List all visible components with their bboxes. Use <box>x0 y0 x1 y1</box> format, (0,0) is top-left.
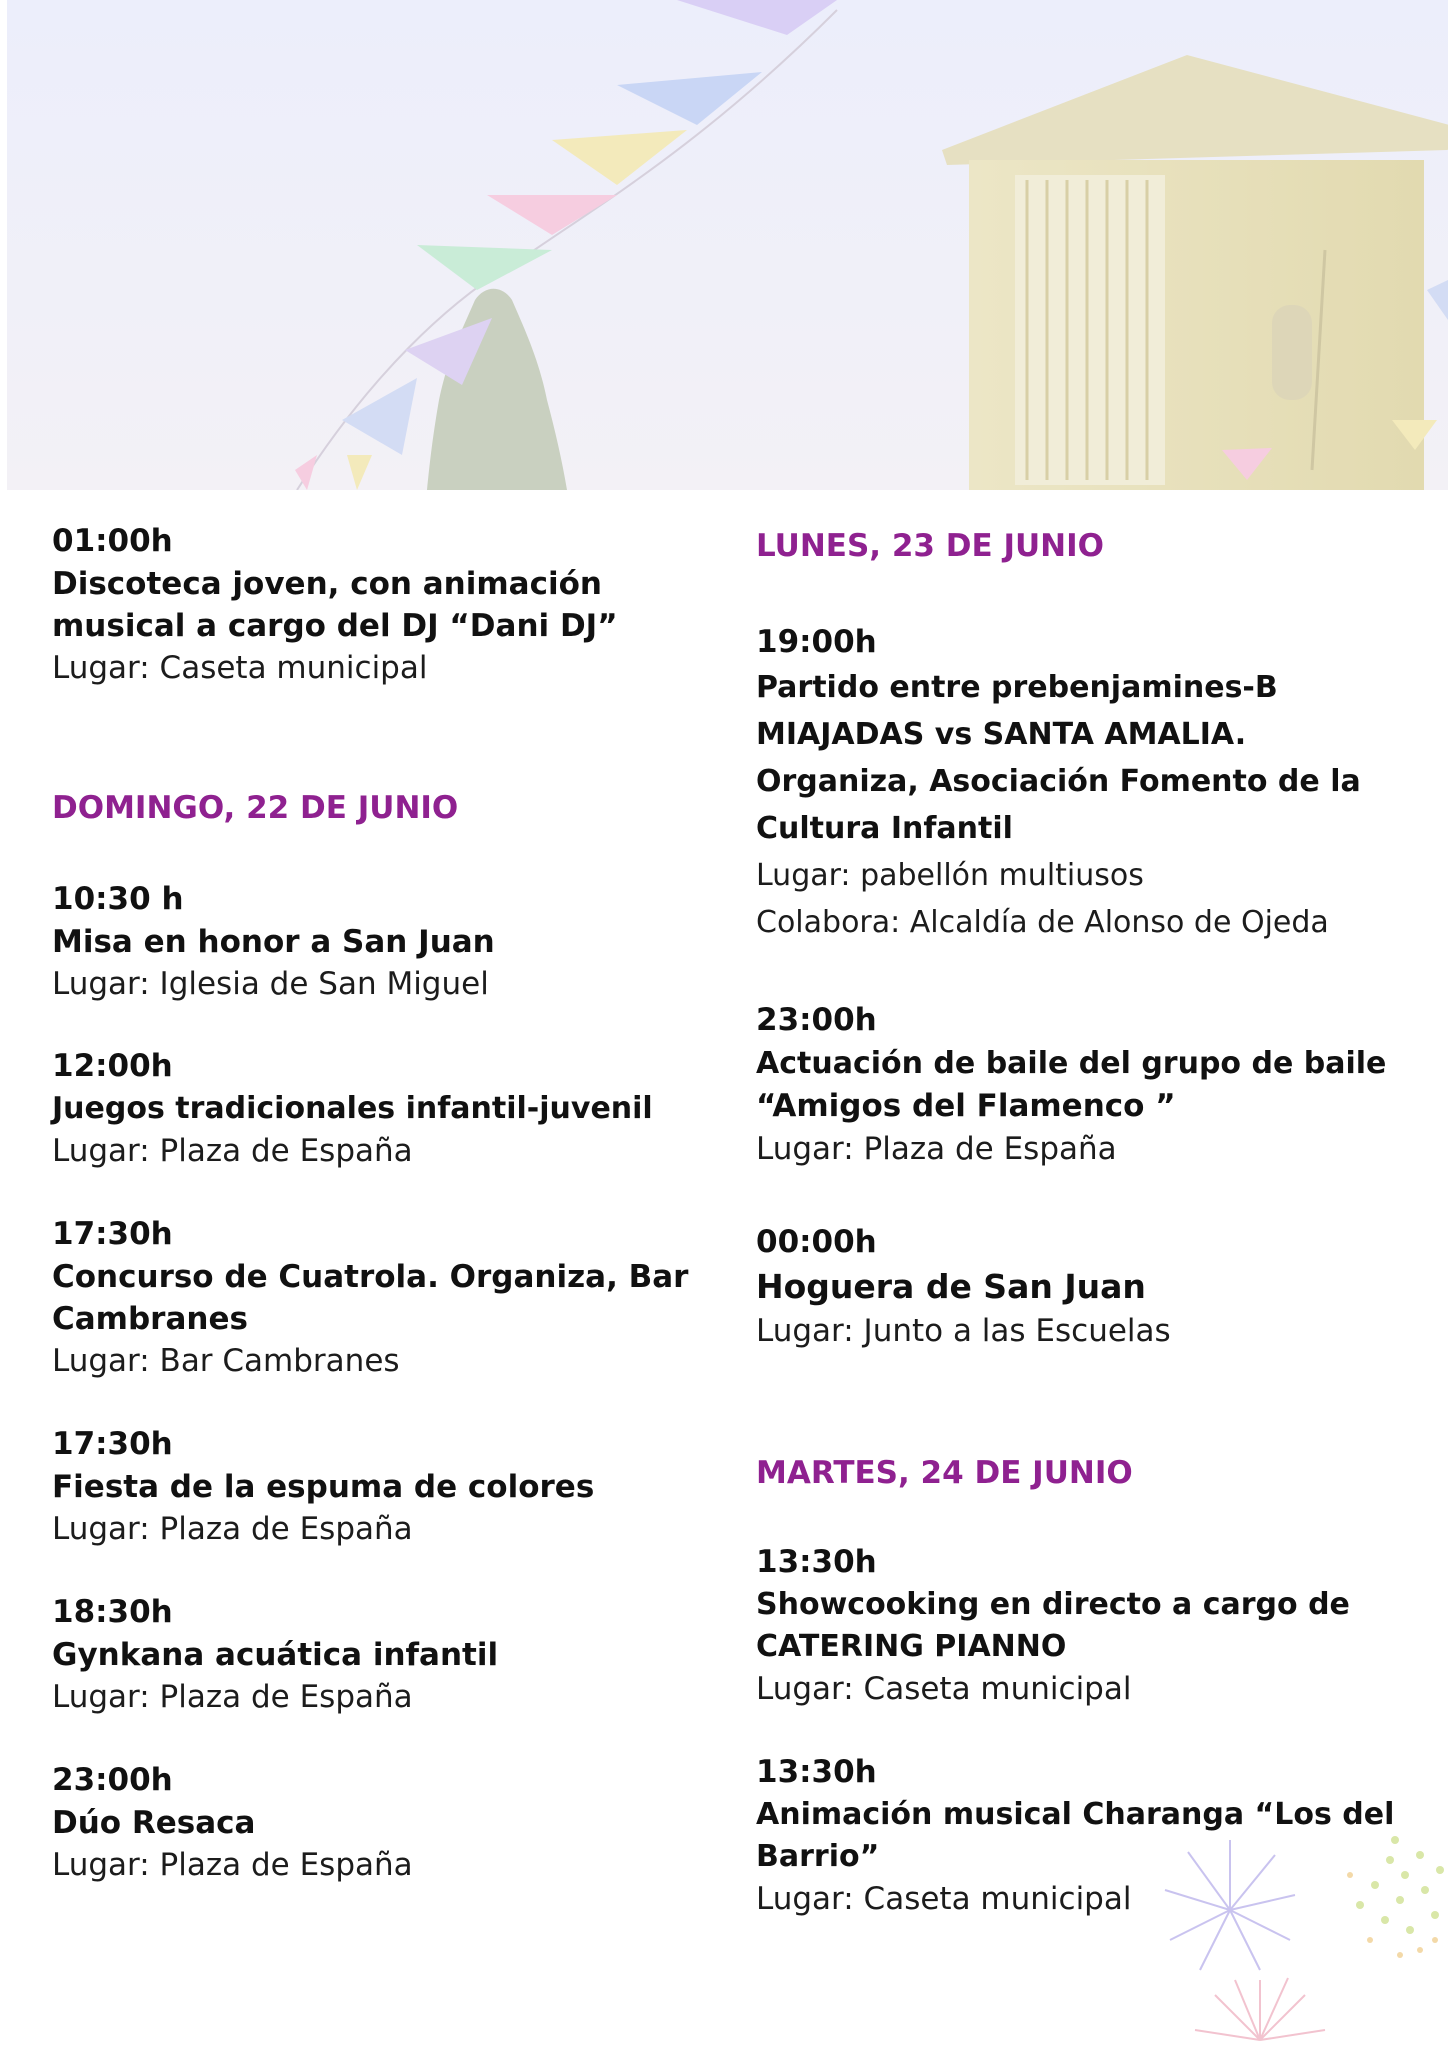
event-place: Lugar: Iglesia de San Miguel <box>52 966 489 1002</box>
event-title: Gynkana acuática infantil <box>52 1637 499 1673</box>
day-heading-tuesday: MARTES, 24 DE JUNIO <box>756 1455 1133 1491</box>
fireworks-decoration <box>1100 1800 1448 2048</box>
event-title: MIAJADAS vs SANTA AMALIA. <box>756 717 1247 752</box>
event-time: 23:00h <box>52 1762 173 1798</box>
event-time: 19:00h <box>756 624 877 660</box>
event-block <box>52 1422 692 1550</box>
hero-photo <box>7 0 1448 490</box>
event-block <box>756 998 1436 1171</box>
event-title: Misa en honor a San Juan <box>52 924 495 960</box>
event-place: Lugar: pabellón multiusos <box>756 858 1144 893</box>
event-time: 10:30 h <box>52 881 184 917</box>
event-title: Barrio” <box>756 1839 880 1874</box>
event-place: Lugar: Junto a las Escuelas <box>756 1313 1171 1349</box>
event-time: 17:30h <box>52 1426 173 1462</box>
event-time: 23:00h <box>756 1002 877 1038</box>
event-place: Lugar: Bar Cambranes <box>52 1343 400 1379</box>
event-title: Fiesta de la espuma de colores <box>52 1469 595 1505</box>
festival-bunting-bell-tower-photo <box>7 0 1448 490</box>
event-title: Actuación de baile del grupo de baile <box>756 1046 1387 1081</box>
fireworks-icon <box>1100 1800 1448 2048</box>
event-time: 18:30h <box>52 1594 173 1630</box>
event-time: 13:30h <box>756 1754 877 1790</box>
event-block <box>52 1590 692 1718</box>
event-block <box>52 877 692 1005</box>
event-title: Hoguera de San Juan <box>756 1267 1146 1306</box>
event-collaborator: Colabora: Alcaldía de Alonso de Ojeda <box>756 905 1329 940</box>
event-place: Lugar: Caseta municipal <box>756 1671 1132 1707</box>
event-time: 01:00h <box>52 523 173 559</box>
event-title: Animación musical Charanga “Los del <box>756 1797 1395 1832</box>
event-time: 00:00h <box>756 1224 877 1260</box>
event-block <box>52 1758 692 1886</box>
event-title: Organiza, Asociación Fomento de la <box>756 764 1361 799</box>
event-block <box>52 519 692 689</box>
event-title: Discoteca joven, con animación <box>52 566 602 602</box>
event-title: Partido entre prebenjamines-B <box>756 670 1278 705</box>
event-title: “Amigos del Flamenco ” <box>756 1088 1176 1124</box>
event-title: Juegos tradicionales infantil-juvenil <box>52 1091 653 1126</box>
event-place: Lugar: Plaza de España <box>52 1847 413 1883</box>
event-title: Cultura Infantil <box>756 811 1013 846</box>
event-time: 17:30h <box>52 1216 173 1252</box>
event-place: Lugar: Plaza de España <box>52 1133 413 1169</box>
event-place: Lugar: Plaza de España <box>756 1131 1117 1167</box>
event-block <box>52 1044 692 1172</box>
event-title: Showcooking en directo a cargo de <box>756 1587 1350 1622</box>
event-title: Dúo Resaca <box>52 1805 256 1841</box>
day-heading-monday: LUNES, 23 DE JUNIO <box>756 528 1105 564</box>
event-title: Concurso de Cuatrola. Organiza, Bar <box>52 1259 689 1295</box>
event-place: Lugar: Caseta municipal <box>756 1881 1132 1917</box>
event-block <box>756 1540 1436 1710</box>
event-place: Lugar: Plaza de España <box>52 1679 413 1715</box>
event-time: 13:30h <box>756 1544 877 1580</box>
event-title: Cambranes <box>52 1301 248 1337</box>
event-title: CATERING PIANNO <box>756 1629 1067 1664</box>
event-title: musical a cargo del DJ “Dani DJ” <box>52 608 618 644</box>
event-block <box>52 1212 692 1382</box>
event-block <box>756 620 1436 946</box>
event-time: 12:00h <box>52 1048 173 1084</box>
event-place: Lugar: Plaza de España <box>52 1511 413 1547</box>
event-block <box>756 1220 1436 1352</box>
day-heading-sunday: DOMINGO, 22 DE JUNIO <box>52 790 459 826</box>
event-place: Lugar: Caseta municipal <box>52 650 428 686</box>
